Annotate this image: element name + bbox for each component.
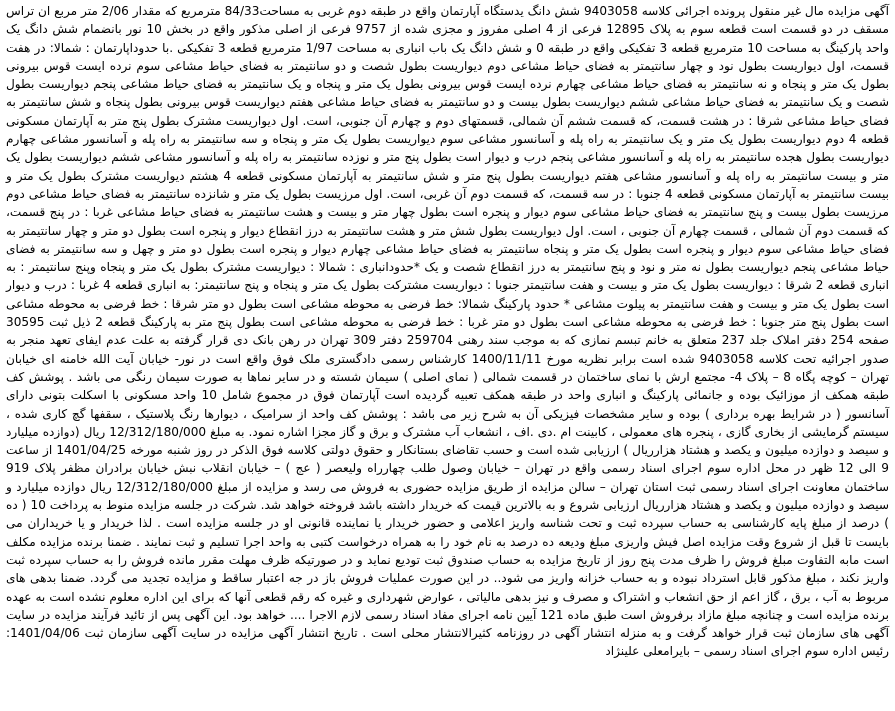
auction-notice-body: آگهی مزایده مال غیر منقول پرونده اجرائی کلاسه 9403058 شش دانگ یدستگاه آپارتمان واقع در طبقه دوم غربی به مساحت84/33 مترمربع که مقدار 2/06 متر مربع ان تراس مسقف در دو قسمت است قطعه سوم به پلاک 12895 فرعی از 4 اصلی مفروز و مجزی شده از 9757 فرعی از اصلی مذکور واقع در بخش 10 نور بانضمام شش دانگ یک واحد پارکینگ به مساحت 10 مترمربع قطعه 3 تفکیکی واقع در طبقه 0 و شش دانگ یک باب انباری به مساحت 1/97 مترمربع قطعه 3 تفکیکی .با حدوداپارتمان : شمالا: در هفت قسمت، اول دیواریست بطول نود و چهار سانتیمتر به فضای حیاط مشاعی دوم دیواریست بطول شصت و دو سانتیمتر به فضای حیاط مشاعی سوم نرده ایست قوس بیرونی بطول یک متر و پنجاه و نه سانتیمتر به فضای حیاط مشاعی چهارم نرده ایست قوس بیرونی بطول یک متر و پنجاه و یک سانتیمتر به فضای حیاط مشاعی پنجم دیواریست بطول شصت و یک سانتیمتر به فضای حیاط مشاعی ششم دیواریست بطول بیست و دو سانتیمتر به فضای حیاط مشاعی هفتم دیواریست قوس بیرونی بطول پنجاه و شش سانتیمتر به فضای حیاط مشاعی شرقا : در هشت قسمت، که قسمت ششم آن شمالی، قسمتهای دوم و چهارم آن جنوبی، است. اول دیواریست مشترک بطول پنج متر به آپارتمان مسکونی قطعه 4 دوم دیواریست بطول یک متر و یک سانتیمتر به راه پله و آسانسور مشاعی سوم دیواریست بطول یک متر و پنجاه و سه سانتیمتر به راه پله و آسانسور مشاعی چهارم دیواریست بطول هجده سانتیمتر به راه پله و آسانسور مشاعی پنجم درب و دیوار است بطول پنج متر و نوزده سانتیمتر به راه پله و آسانسور مشاعی ششم دیواریست بطول یک متر و بیست سانتیمتر به راه پله و آسانسور مشاعی هفتم دیواریست بطول پنج متر و شش سانتیمتر به آپارتمان مسکونی قطعه 4 هشتم دیواریست مشترک بطول یک متر و بیست سانتیمتر به آپارتمان مسکونی قطعه 4 جنوبا : در سه قسمت، که قسمت دوم آن غربی، است. اول مرزیست بطول یک متر و شانزده سانتیمتر به فضای حیاط مشاعی دوم مرزیست بطول بیست و پنج سانتیمتر به فضای حیاط مشاعی سوم دیوار و پنجره است بطول چهار متر و بیست و هشت سانتیمتر به فضای حیاط مشاعی غربا : در پنج قسمت، که قسمت دوم آن شمالی ، قسمت چهارم آن جنوبی ، است. اول دیواریست بطول شش متر و هشت سانتیمتر به درز انقطاع دیوار و پنجره است بطول دو متر و چهار سانتیمتر به فضای حیاط مشاعی سوم دیوار و پنجره است بطول یک متر و پنجاه سانتیمتر به فضای حیاط مشاعی چهارم دیوار و پنجره است بطول دو متر و چهل و سه سانتیمتر به فضای حیاط مشاعی پنجم دیواریست بطول نه متر و نود و پنج سانتیمتر به درز انقطاع شصت و یک *حدودانباری : شمالا : دیواریست مشترک بطول یک متر و پنجاه وپنج سانتیمتر : به انباری قطعه 2 شرقا : دیواریست بطول یک متر و بیست و هفت سانتیمتر جنوبا : دیواریست مشترکت بطول یک متر و پنجاه و پنج سانتیمتر: به انباری قطعه 4 غربا : درب و دیوار است بطول یک متر و بیست و هفت سانتیمتر به پیلوت مشاعی * حدود پارکینگ شمالا: خط فرضی به محوطه مشاعی است بطول دو متر شرقا : خط فرضی به محوطه مشاعی است بطول پنج متر جنوبا : خط فرضی به محوطه مشاعی است بطول دو متر غربا : خط فرضی به محوطه مشاعی است بطول پنج متر به پارکینگ قطعه 2 ذیل ثبت 30595 صفحه 254 دفتر املاک جلد 237 متعلق به خانم تبسم نمازی که به موجب سند رهنی 259704 دفتر 309 تهران در رهن بانک دی قرار گرفته به علت عدم ایفای تعهد منجر به صدور اجرائیه تحت کلاسه 9403058 شده است برابر نظریه مورخ 1400/11/11 کارشناس رسمی دادگستری ملک فوق واقع است در نور- خیابان آیت الله خامنه ای خیابان تهران – کوچه پگاه 8 – پلاک 4- مجتمع ارش با نمای ساختمان در قسمت شمالی ( نمای اصلی ) سیمان شسته و در سایر نماها به صورت سیمان رنگی می باشد . پوشش کف طبقه همکف از موزائیک بوده و جانمائی پارکینگ و انباری واحد در طبقه همکف تعبیه گردیده است آپارتمان فوق در مجموع شامل 10 واحد مسکونی با اسکلت بتونی دارای آسانسور ( در شرایط بهره برداری ) بوده و سایر مشخصات فیزیکی آن به شرح زیر می باشد : پوشش کف واحد از سرامیک ، دیوارها رنگ پلاستیک ، سقفها گچ کاری شده ، سیستم گرمایشی از بخاری گازی ، پنجره های معمولی ، کابینت ام .دی .اف ، انشعاب آب مشترک و برق و گاز مجزا اشاره نمود. به مبلغ 12/312/180/000 ریال (دوازده میلیارد و سیصد و دوازده میلیون و یکصد و هشتاد هزارریال ) ارزیابی شده است و حسب تقاضای بستانکار و حقوق دولتی کلاسه فوق الذکر در روز شنبه مورخه 1401/04/25 از ساعت 9 الی 12 ظهر در محل اداره سوم اجرای اسناد رسمی واقع در تهران – خیابان وصول طلب چهارراه ولیعصر ( عج ) – خیابان انقلاب نبش خیابان برادران مظفر پلاک 919 ساختمان معاونت اجرای اسناد رسمی ثبت استان تهران – سالن مزایده از طریق مزایده حضوری به فروش می رسد و مزایده از مبلغ 12/312/180/000 ریال دوازده میلیارد و سیصد و دوازده میلیون و یکصد و هشتاد هزارریال ارزیابی شروع و به بالاترین قیمت که خریدار داشته باشد فروخته خواهد شد. شرکت در جلسه مزایده منوط به پرداخت 10 ( ده ) درصد از مبلغ پایه کارشناسی به حساب سپرده ثبت و تحت شناسه واریز اعلامی و حضور خریدار یا نماینده قانونی او در جلسه مزایده است . لذا خریدار و یا خریداران می بایست تا قبل از شروع وقت مزایده اصل فیش واریزی مبلغ ودیعه ده درصد به نام خود را به همراه درخواست کتبی به واحد اجرا تسلیم و ثبت نمایند . ضمنا برنده مزایده مکلف است مابه التفاوت مبلغ فروش را ظرف مدت پنج روز از تاریخ مزایده به حساب صندوق ثبت تودیع نماید و در صورتیکه ظرف مهلت مقرر مانده فروش را به حساب سپرده ثبت واریز نکند ، مبلغ مذکور قابل استرداد نبوده و به حساب خزانه واریز می شود.. در این صورت عملیات فروش باز در جه اعتبار ساقط و مزایده تجدید می گردد. ضمنا بدهی های مربوط به آب ، برق ، گاز اعم از حق انشعاب و اشتراک و مصرف و نیز بدهی مالیاتی ، عوارض شهرداری و غیره که رقم قطعی آنها که برای این اداره معلوم نشده است به عهده برنده مزایده است و چنانچه مبلغ مازاد برفروش است طبق ماده 121 آیین نامه اجرای مفاد اسناد رسمی لازم الاجرا .... خواهد بود. این آگهی پس از تائید فرآیند مزایده در سایت آگهی های سازمان ثبت قرار خواهد گرفت و به منزله انتشار آگهی در روزنامه کثیرالانتشار محلی است . تاریخ انتشار آگهی مزایده در سایت آگهی سازمان ثبت 1401/04/06: رئیس اداره سوم اجرای اسناد رسمی – بایرامعلی علینژاد bbox=[6, 4, 890, 659]
